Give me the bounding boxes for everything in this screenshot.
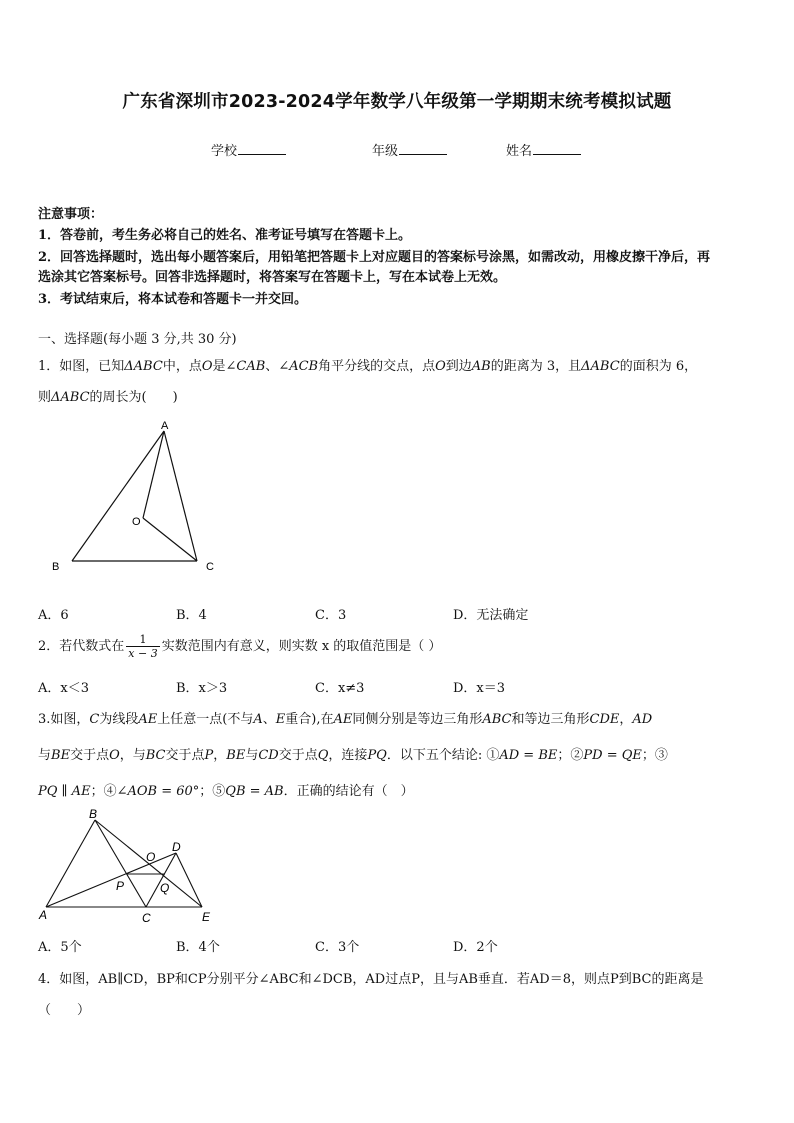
text: 中，点 [162, 359, 202, 374]
q4-line-1: 4．如图，AB∥CD，BP和CP分别平分∠ABC和∠DCB，AD过点P，且与AB垂直．若AD＝8，则点P到BC的距离是 [38, 972, 704, 987]
q1-line-1 [38, 355, 697, 374]
label-c: C [206, 561, 214, 573]
fraction-numerator: 1 [126, 633, 159, 647]
notice-item: 2．回答选择题时，选出每小题答案后，用铅笔把答题卡上对应题目的答案标号涂黑，如需改动，用橡皮擦干净后，再 [38, 250, 711, 265]
text: 同侧分别是等边三角形 [352, 712, 483, 727]
school-field [211, 140, 286, 159]
segment-ac [164, 431, 197, 561]
math: ΔABC [124, 359, 163, 374]
school-label: 学校 [211, 144, 238, 159]
text: 上任意一点(不与 [157, 712, 254, 727]
text: ；③ [641, 748, 668, 763]
option-c[interactable]: C．3 [315, 608, 347, 623]
option-d[interactable]: D．无法确定 [453, 608, 529, 623]
text: 交于点 [70, 748, 110, 763]
label-q: Q [160, 881, 170, 895]
label-e: E [202, 910, 211, 924]
option-a[interactable]: A．5个 [38, 940, 82, 955]
math: ABC [482, 712, 512, 727]
math: BE [51, 748, 71, 763]
math: CD [258, 748, 279, 763]
segment-ab [72, 431, 164, 561]
text: 实数范围内有意义，则实数 x 的取值范围是（ ） [161, 639, 442, 654]
text: 为线段 [99, 712, 139, 727]
math: ΔABC [51, 390, 90, 405]
fraction [126, 633, 159, 660]
math: P [204, 748, 214, 763]
text: ．正确的结论有（ ） [283, 784, 414, 799]
text: 与 [38, 748, 52, 763]
math: PQ [367, 748, 387, 763]
notice-item: 1．答卷前，考生务必将自己的姓名、准考证号填写在答题卡上。 [38, 228, 412, 243]
label-a: A [39, 908, 48, 922]
section-heading: 一、选择题(每小题 3 分,共 30 分) [38, 332, 237, 347]
name-field [506, 140, 581, 159]
math: QB = AB [225, 784, 284, 799]
text: ， [619, 712, 633, 727]
math: O [435, 359, 446, 374]
text: 1．如图，已知 [38, 359, 125, 374]
label-c: C [142, 911, 151, 925]
text: 的面积为 6， [619, 359, 698, 374]
option-d[interactable]: D．2个 [453, 940, 498, 955]
q1-triangle-figure [40, 415, 230, 585]
text: ，与 [119, 748, 146, 763]
text: ；④ [90, 784, 117, 799]
school-blank [238, 142, 286, 155]
label-b: B [52, 561, 60, 573]
text: ；⑤ [199, 784, 226, 799]
label-p: P [116, 879, 125, 893]
math: PD = QE [583, 748, 642, 763]
notice-item: 选涂其它答案标号。回答非选择题时，将答案写在答题卡上，写在本试卷上无效。 [38, 270, 507, 285]
text: 交于点 [278, 748, 318, 763]
q3-line-3 [38, 780, 414, 799]
text: 2．若代数式在 [38, 639, 125, 654]
segment-oc [143, 518, 197, 561]
segment-ab [46, 820, 95, 907]
label-d: D [172, 840, 181, 854]
text: 的距离为 3，且 [490, 359, 582, 374]
text: ， [213, 748, 227, 763]
page-title: 广东省深圳市2023-2024学年数学八年级第一学期期末统考模拟试题 [122, 92, 672, 112]
math: PQ ∥ AE [38, 784, 91, 799]
label-a: A [161, 420, 169, 432]
text: 交于点 [165, 748, 205, 763]
grade-label: 年级 [372, 144, 399, 159]
option-b[interactable]: B．x＞3 [176, 681, 228, 696]
math: O [109, 748, 120, 763]
text: 重合),在 [285, 712, 334, 727]
text: 到边 [445, 359, 472, 374]
label-o: O [146, 850, 156, 864]
q2-stem [38, 633, 441, 660]
name-label: 姓名 [506, 144, 533, 159]
option-c[interactable]: C．3个 [315, 940, 360, 955]
notice-heading: 注意事项： [38, 207, 104, 222]
text: 则 [38, 390, 52, 405]
q1-line-2 [38, 386, 178, 405]
math: AD [632, 712, 653, 727]
math: AE [138, 712, 158, 727]
text: 与 [245, 748, 259, 763]
math: ∠ACB [278, 359, 319, 374]
grade-blank [399, 142, 447, 155]
option-c[interactable]: C．x≠3 [315, 681, 365, 696]
math: AB [471, 359, 491, 374]
label-b: B [89, 807, 98, 821]
math: BC [145, 748, 166, 763]
math: O [201, 359, 213, 374]
math: BE [226, 748, 246, 763]
math: E [275, 712, 286, 727]
option-a[interactable]: A．x＜3 [38, 681, 89, 696]
math: ∠CAB [225, 359, 266, 374]
text: 的周长为( ) [89, 390, 178, 405]
math: AD = BE [499, 748, 558, 763]
segment-ad [46, 853, 176, 907]
math: AE [333, 712, 353, 727]
q3-equilateral-figure [36, 805, 221, 929]
segment-de [176, 853, 202, 907]
text: 角平分线的交点，点 [318, 359, 436, 374]
label-o: O [132, 516, 141, 528]
grade-field [372, 140, 447, 159]
text: ，连接 [328, 748, 368, 763]
math: ΔABC [581, 359, 620, 374]
text: 、 [262, 712, 276, 727]
text: ．以下五个结论: ① [386, 748, 500, 763]
q4-line-2: （ ） [38, 1003, 91, 1018]
text: 和等边三角形 [511, 712, 590, 727]
math: ∠AOB = 60° [116, 784, 200, 799]
q3-line-1 [38, 708, 652, 727]
math: CDE [589, 712, 620, 727]
math: A [253, 712, 263, 727]
notice-item: 3．考试结束后，将本试卷和答题卡一并交回。 [38, 292, 308, 307]
option-b[interactable]: B．4 [176, 608, 207, 623]
option-a[interactable]: A．6 [38, 608, 69, 623]
option-b[interactable]: B．4个 [176, 940, 220, 955]
math: C [89, 712, 100, 727]
text: ；② [557, 748, 584, 763]
fraction-denominator: x − 3 [128, 647, 158, 660]
segment-ao [143, 431, 164, 518]
math: Q [317, 748, 329, 763]
q3-line-2 [38, 744, 668, 763]
text: 3.如图， [38, 712, 90, 727]
text: 是 [212, 359, 226, 374]
segment-bc [95, 820, 146, 907]
option-d[interactable]: D．x＝3 [453, 681, 506, 696]
text: 、 [265, 359, 279, 374]
name-blank [533, 142, 581, 155]
